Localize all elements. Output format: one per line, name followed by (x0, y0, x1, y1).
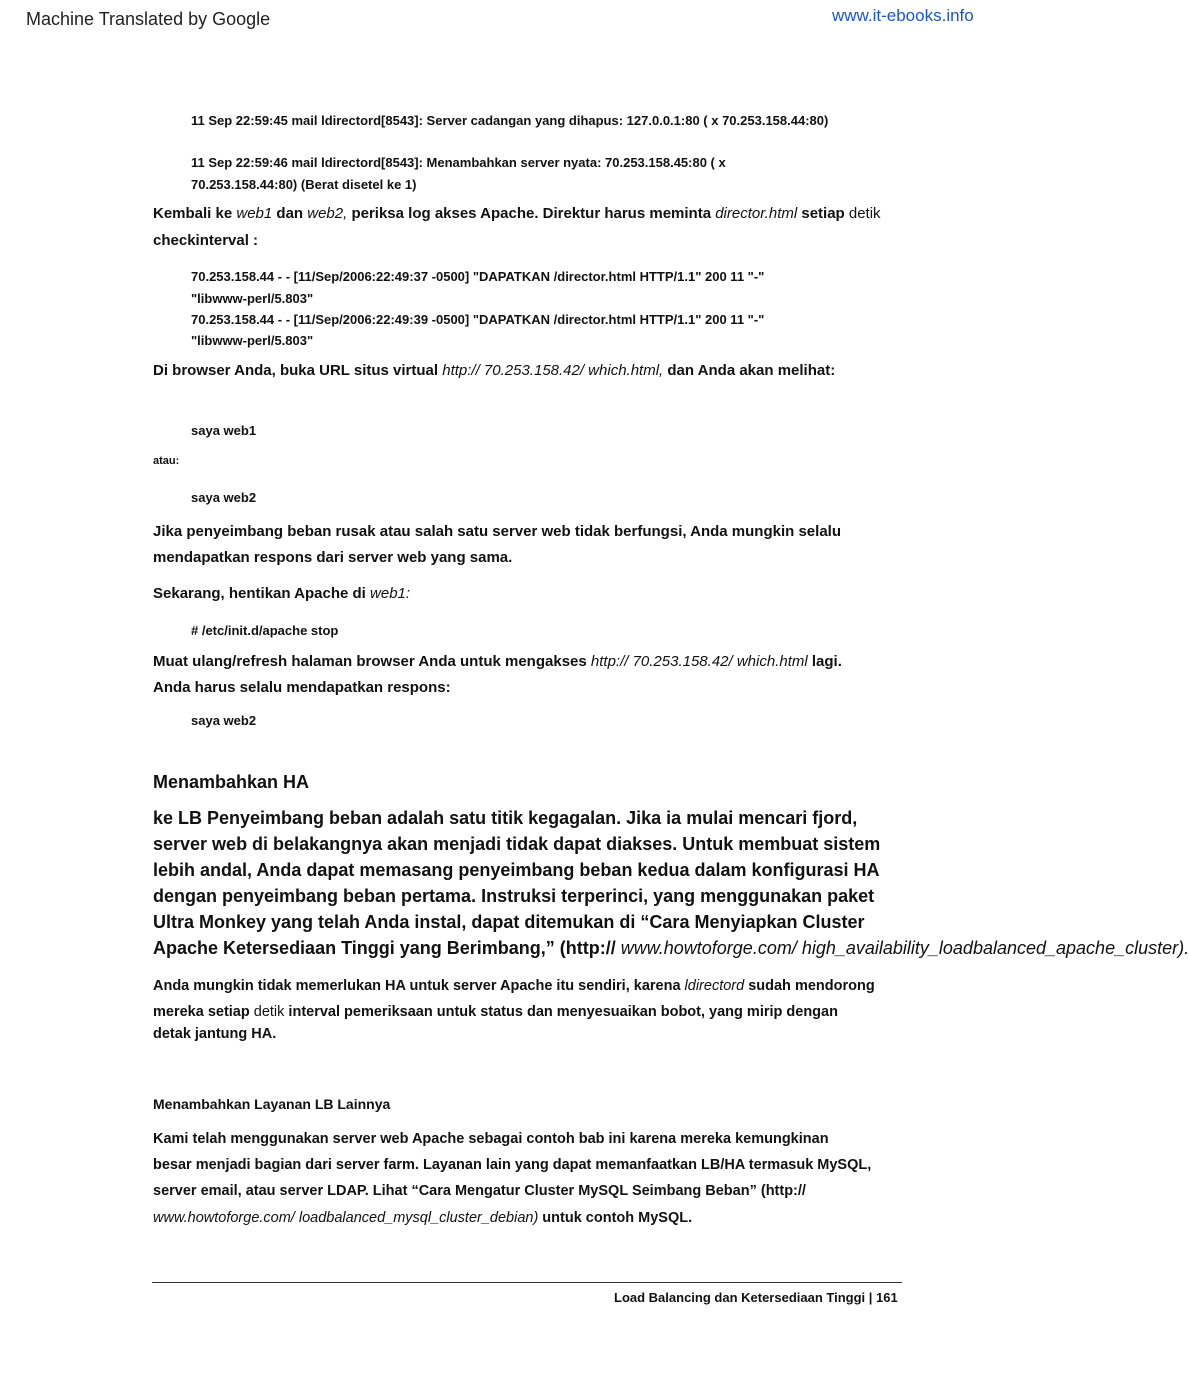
paragraph-line: Muat ulang/refresh halaman browser Anda untuk mengakses http:// 70.253.158.42/ which.html lagi. (153, 653, 842, 670)
paragraph-line: Anda mungkin tidak memerlukan HA untuk server Apache itu sendiri, karena ldirectord sudah mendorong (153, 978, 875, 994)
paragraph-line: ke LB Penyeimbang beban adalah satu titik kegagalan. Jika ia mulai mencari fjord, (153, 808, 858, 828)
paragraph-line: dengan penyeimbang beban pertama. Instruksi terperinci, yang menggunakan paket (153, 886, 875, 906)
page-footer: Load Balancing dan Ketersediaan Tinggi | 161 (614, 1290, 898, 1305)
log-line: 70.253.158.44:80) (Berat disetel ke 1) (191, 177, 417, 192)
output-line: saya web2 (191, 490, 257, 505)
machine-translated-label: Machine Translated by Google (26, 9, 271, 29)
paragraph-line: Apache Ketersediaan Tinggi yang Berimbang,” (http:// www.howtoforge.com/ high_availability_loadbalanced_apache_cluster). (153, 938, 1189, 958)
paragraph-line: www.howtoforge.com/ loadbalanced_mysql_cluster_debian) untuk contoh MySQL. (153, 1210, 693, 1226)
log-line: 70.253.158.44 - - [11/Sep/2006:22:49:37 -0500] "DAPATKAN /director.html HTTP/1.1" 200 11 "-" (191, 269, 765, 284)
paragraph-line: Anda harus selalu mendapatkan respons: (153, 679, 451, 696)
paragraph-line: server email, atau server LDAP. Lihat “Cara Mengatur Cluster MySQL Seimbang Beban” (http:// (153, 1183, 806, 1199)
paragraph-line: mereka setiap detik interval pemeriksaan untuk status dan menyesuaikan bobot, yang mirip dengan (153, 1004, 838, 1020)
footer-divider (152, 1282, 902, 1283)
atau-label: atau: (153, 455, 180, 467)
source-link[interactable]: www.it-ebooks.info (832, 6, 974, 25)
output-line: saya web1 (191, 423, 257, 438)
output-line: saya web2 (191, 713, 257, 728)
subsection-heading: Menambahkan Layanan LB Lainnya (153, 1096, 391, 1112)
log-line: "libwww-perl/5.803" (191, 291, 314, 306)
paragraph-line: besar menjadi bagian dari server farm. Layanan lain yang dapat memanfaatkan LB/HA termasuk MySQL, (153, 1157, 872, 1173)
log-line: "libwww-perl/5.803" (191, 333, 314, 348)
paragraph-line: server web di belakangnya akan menjadi tidak dapat diakses. Untuk membuat sistem (153, 834, 881, 854)
section-heading: Menambahkan HA (153, 772, 310, 792)
paragraph-line: Sekarang, hentikan Apache di web1: (153, 585, 411, 602)
paragraph-line: Kembali ke web1 dan web2, periksa log akses Apache. Direktur harus meminta director.html setiap detik (153, 205, 881, 222)
paragraph-line: detak jantung HA. (153, 1026, 277, 1042)
paragraph-line: Jika penyeimbang beban rusak atau salah satu server web tidak berfungsi, Anda mungkin selalu (153, 523, 841, 540)
command-line: # /etc/init.d/apache stop (191, 623, 339, 638)
paragraph-line: mendapatkan respons dari server web yang sama. (153, 549, 513, 566)
paragraph-line: Kami telah menggunakan server web Apache sebagai contoh bab ini karena mereka kemungkinan (153, 1131, 829, 1147)
paragraph-line: Ultra Monkey yang telah Anda instal, dapat ditemukan di “Cara Menyiapkan Cluster (153, 912, 865, 932)
paragraph-line: lebih andal, Anda dapat memasang penyeimbang beban kedua dalam konfigurasi HA (153, 860, 880, 880)
log-line: 11 Sep 22:59:46 mail ldirectord[8543]: Menambahkan server nyata: 70.253.158.45:80 ( x (191, 155, 726, 170)
paragraph-line: checkinterval : (153, 232, 259, 249)
paragraph-line: Di browser Anda, buka URL situs virtual http:// 70.253.158.42/ which.html, dan Anda akan melihat: (153, 362, 836, 379)
log-line: 70.253.158.44 - - [11/Sep/2006:22:49:39 -0500] "DAPATKAN /director.html HTTP/1.1" 200 11 "-" (191, 312, 765, 327)
log-line: 11 Sep 22:59:45 mail ldirectord[8543]: Server cadangan yang dihapus: 127.0.0.1:80 ( x 70.253.158.44:80) (191, 113, 829, 128)
